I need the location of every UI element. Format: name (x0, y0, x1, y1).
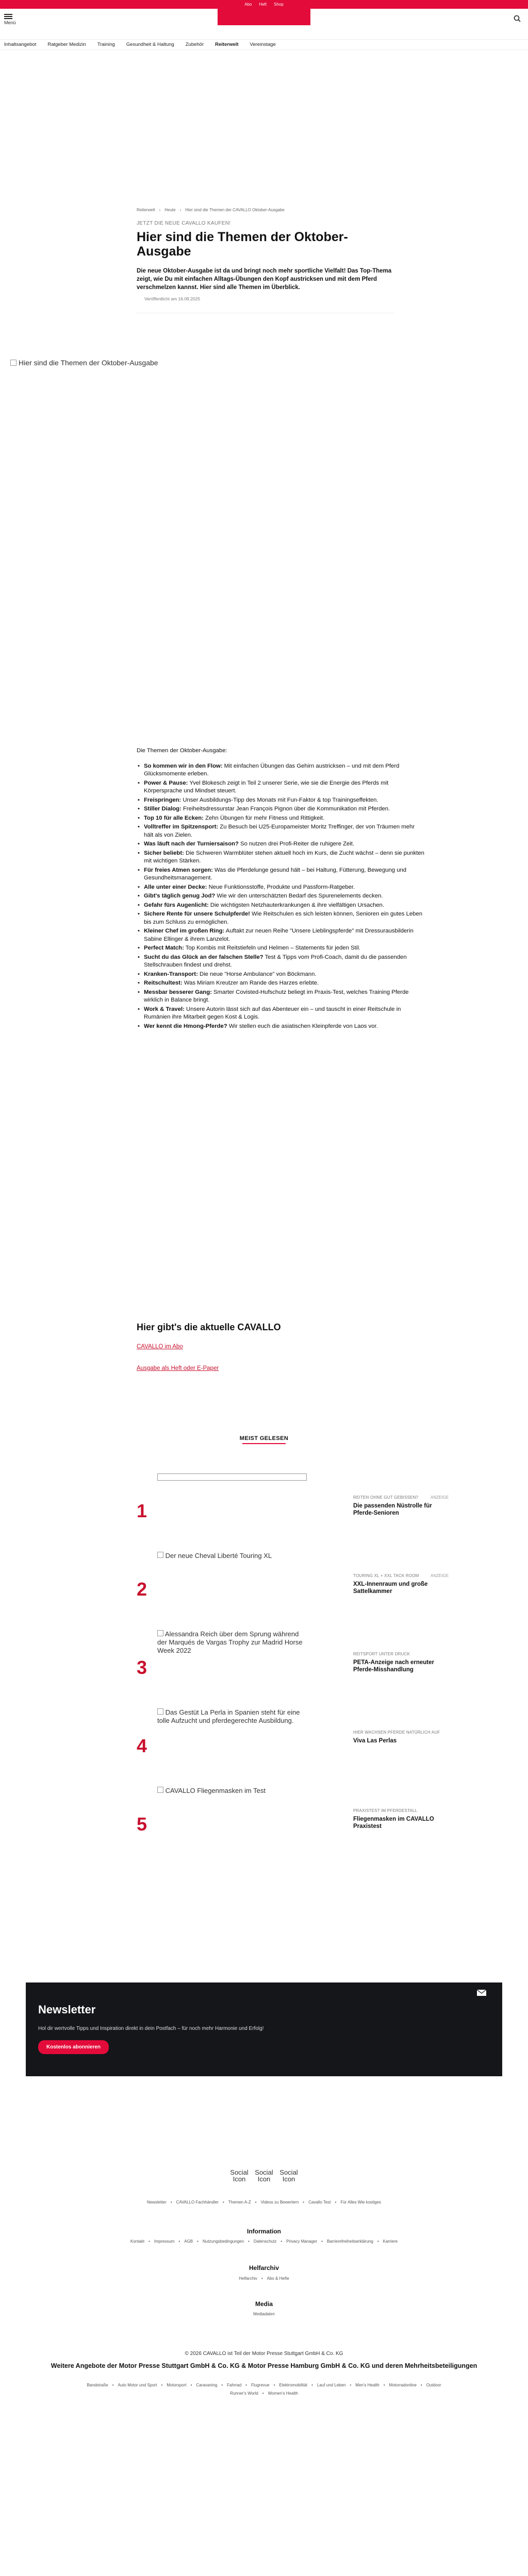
breadcrumb-separator: › (179, 208, 182, 212)
topic-list (137, 762, 425, 1031)
footer-link[interactable]: CAVALLO Fachhändler (176, 2200, 219, 2205)
link-separator: • (311, 2383, 313, 2387)
topic-item (137, 840, 425, 849)
link-separator: • (222, 2200, 224, 2205)
footer-link[interactable]: Newsletter (146, 2200, 167, 2205)
topic-item (137, 944, 425, 953)
footer-link[interactable]: Kontakt (130, 2239, 145, 2244)
nav-item-ratgeber-medizin[interactable]: Ratgeber Medizin (47, 42, 86, 47)
mail-icon (476, 1988, 487, 1998)
thumbnail-alt: Das Gestüt La Perla in Spanien steht für eine tolle Aufzucht und pferdegerechte Ausbildung. (157, 1708, 300, 1724)
link-separator: • (112, 2383, 114, 2387)
topic-heading: Reitschultest: (144, 980, 183, 986)
item-title[interactable]: XXL-Innenraum und große Sattelkammer (353, 1581, 428, 1595)
item-kicker: REITSPORT UNTER DRUCK (353, 1652, 410, 1656)
page-title: Hier sind die Themen der Oktober-Ausgabe (137, 230, 348, 259)
offer-link[interactable]: Flugrevue (251, 2383, 270, 2387)
breadcrumb-current: Hier sind die Themen der CAVALLO Oktober-Ausgabe (185, 208, 285, 212)
topic-text: Smarter Covisted-Hufschutz beliegt im Praxis-Test, welches Training Pferde wirklich in Balance bringt. (144, 989, 409, 1003)
topic-text: Die wichtigsten Netzhauterkrankungen & ihre vielfältigen Ursachen. (208, 902, 385, 908)
most-read-item[interactable] (137, 1548, 456, 1620)
link-separator: • (161, 2383, 163, 2387)
nav-item-reiterwelt[interactable]: Reiterwelt (215, 42, 239, 47)
most-read-item[interactable] (137, 1704, 456, 1776)
topic-heading: So kommen wir in den Flow: (144, 762, 223, 769)
footer-link[interactable]: Nutzungsbedingungen (202, 2239, 244, 2244)
breadcrumb (137, 208, 285, 212)
rank-number: 1 (137, 1500, 147, 1521)
link-separator: • (178, 2239, 180, 2244)
nav-item-training[interactable]: Training (97, 42, 115, 47)
footer-link[interactable]: Themen A-Z (228, 2200, 251, 2205)
item-kicker: REITEN OHNE GUT GEBISSEN? (353, 1495, 419, 1500)
copyright: © 2026 CAVALLO ist Teil der Motor Presse Stuttgart GmbH & Co. KG (185, 2351, 343, 2357)
topic-heading: Stiller Dialog: (144, 806, 182, 812)
thumbnail-alt: Alessandra Reich über dem Sprung während der Marqués de Vargas Trophy zur Madrid Horse Week 2022 (157, 1630, 303, 1654)
topic-text: Unsere Autorin lässt sich auf das Abenteuer ein – und tauscht in einer Reitschule in Rumänien ihre Mitarbeit gegen Kost & Logis. (144, 1006, 401, 1020)
rank-number: 4 (137, 1735, 147, 1756)
link-separator: • (245, 2383, 247, 2387)
main-nav (0, 40, 528, 50)
epaper-link[interactable]: Ausgabe als Heft oder E-Paper (137, 1365, 219, 1371)
item-kicker: HIER WACHSEN PFERDE NATÜRLICH AUF (353, 1730, 440, 1735)
topbar-link-shop[interactable]: Shop (274, 2, 284, 7)
hero-image-alt: Hier sind die Themen der Oktober-Ausgabe (19, 359, 158, 367)
topic-text: Mit einfachen Übungen das Gehirn austricksen – und mit dem Pferd Glücksmomente erleben. (144, 762, 400, 777)
topic-item (137, 979, 425, 988)
broken-image-icon (157, 1552, 163, 1558)
footer-link[interactable]: Cavallo Test (308, 2200, 331, 2205)
topic-item (137, 850, 425, 866)
footer-link[interactable]: Impressum (154, 2239, 175, 2244)
topic-text: Yvel Blokesch zeigt in Teil 2 unserer Serie, wie sie die Energie des Pferds mit Körpersprache und Mindset steuert. (144, 779, 389, 794)
breadcrumb-item[interactable]: Heute (164, 208, 176, 212)
topic-heading: Sucht du das Glück an der falschen Stelle? (144, 954, 263, 960)
newsletter-text: Hol dir wertvolle Tipps und Inspiration direkt in dein Postfach – für noch mehr Harmonie und Erfolg! (38, 2026, 264, 2031)
topic-text: Zehn Übungen für mehr Fitness und Rittigkeit. (203, 815, 325, 821)
footer-helfer-links (0, 2276, 528, 2281)
item-kicker: TOURING XL + XXL TACK ROOM (353, 1573, 419, 1578)
share-row (137, 304, 394, 313)
footer-info-title: Information (247, 2228, 281, 2235)
topic-item (137, 910, 425, 926)
topic-heading: Für freies Atmen sorgen: (144, 867, 213, 873)
abo-link[interactable]: CAVALLO im Abo (137, 1344, 183, 1350)
topic-item (137, 892, 425, 901)
rank-number: 5 (137, 1814, 147, 1835)
topic-item (137, 867, 425, 883)
footer-info-links (0, 2239, 528, 2244)
item-title[interactable]: Die passenden Nüstrolle für Pferde-Senioren (353, 1503, 432, 1516)
link-separator: • (335, 2200, 337, 2205)
topic-heading: Top 10 für alle Ecken: (144, 815, 204, 821)
article-thumbnail[interactable] (157, 1473, 307, 1540)
link-separator: • (377, 2239, 379, 2244)
menu-button[interactable] (4, 14, 22, 25)
footer-link[interactable]: Abo & Hefte (267, 2276, 289, 2281)
footer-link[interactable]: Helfarchiv (239, 2276, 257, 2281)
nav-item-gesundheit-haltung[interactable]: Gesundheit & Haltung (126, 42, 174, 47)
item-title[interactable]: Fliegenmasken im CAVALLO Praxistest (353, 1816, 434, 1829)
footer-link[interactable]: Barrierefreiheitserklärung (326, 2239, 373, 2244)
thumbnail-alt: CAVALLO Fliegenmasken im Test (165, 1787, 266, 1794)
most-read-item[interactable] (137, 1783, 456, 1855)
topic-item (137, 762, 425, 778)
article-intro: Die Themen der Oktober-Ausgabe: (137, 748, 227, 754)
article-kicker: JETZT DIE NEUE CAVALLO KAUFEN! (137, 221, 231, 226)
link-separator: • (261, 2276, 263, 2281)
footer-link[interactable]: Für Alles Wie kostiges (340, 2200, 382, 2205)
publish-date: Veröffentlicht am 16.09.2025 (144, 296, 201, 301)
topic-item (137, 815, 425, 823)
topic-heading: Messbar besserer Gang: (144, 989, 212, 995)
most-read-item[interactable] (137, 1626, 456, 1698)
article-thumbnail[interactable] (157, 1787, 307, 1854)
offer-link[interactable]: Elektromobilität (279, 2383, 308, 2387)
topic-text: Zu Besuch bei U25-Europameister Moritz Treffinger, der von Träumen mehr hält als von Zielen. (144, 824, 415, 838)
menu-label: Menü (4, 20, 16, 25)
broken-image-icon (157, 1787, 163, 1793)
link-separator: • (303, 2200, 305, 2205)
link-separator: • (170, 2200, 172, 2205)
footer-link[interactable]: Karriere (383, 2239, 398, 2244)
newsletter-subscribe-button[interactable]: Kostenlos abonnieren (38, 2040, 109, 2054)
topic-text: Was Miriam Kreutzer am Rande des Harzes erlebte. (182, 980, 319, 986)
most-read-item[interactable] (137, 1469, 456, 1541)
footer-media-title: Media (255, 2300, 273, 2308)
topic-item (137, 971, 425, 979)
link-separator: • (420, 2383, 422, 2387)
topic-item (137, 1006, 425, 1022)
link-separator: • (255, 2200, 257, 2205)
nav-item-inhaltsangebot[interactable]: Inhaltsangebot (4, 42, 37, 47)
topic-text: Wie Reitschulen es sich leisten können, Senioren ein gutes Leben bis zum Schluss zu ermöglichen. (144, 911, 423, 925)
social-icon[interactable]: Social Icon (255, 2168, 273, 2183)
search-icon[interactable] (514, 15, 521, 22)
offer-link[interactable]: Bandstraße (87, 2383, 108, 2387)
offer-link[interactable]: Men's Health (355, 2383, 380, 2387)
link-separator: • (280, 2239, 283, 2244)
thumbnail-frame (157, 1473, 307, 1481)
more-offers-title: Weitere Angebote der Motor Presse Stuttgart GmbH & Co. KG & Motor Presse Hamburg GmbH & Co. KG und deren Mehrheitsbeteiligungen (51, 2362, 477, 2369)
topic-heading: Gibt's täglich genug Jod? (144, 893, 216, 899)
topic-heading: Perfect Match: (144, 945, 184, 951)
topic-heading: Sicher beliebt: (144, 850, 184, 856)
site-header (0, 9, 528, 40)
topic-heading: Gefahr fürs Augenlicht: (144, 902, 209, 908)
thumbnail-alt: Der neue Cheval Liberté Touring XL (165, 1552, 272, 1560)
topic-item (137, 1023, 425, 1031)
footer-link[interactable]: AGB (184, 2239, 193, 2244)
link-separator: • (321, 2239, 323, 2244)
social-links (0, 2169, 528, 2188)
offer-link[interactable]: Outdoor (426, 2383, 441, 2387)
topic-heading: Alle unter einer Decke: (144, 884, 207, 890)
most-read-underline (242, 1443, 286, 1444)
rank-number: 2 (137, 1579, 147, 1600)
rank-number: 3 (137, 1657, 147, 1678)
link-separator: • (190, 2383, 192, 2387)
offer-link[interactable]: Auto Motor und Sport (118, 2383, 157, 2387)
topbar-link-heft[interactable]: Heft (259, 2, 267, 7)
item-title[interactable]: PETA-Anzeige nach erneuter Pferde-Misshandlung (353, 1659, 434, 1673)
topic-text: Test & Tipps vom Profi-Coach, damit du die passenden Stellschrauben findest und drehst. (144, 954, 407, 968)
footer-link[interactable]: Datenschutz (253, 2239, 277, 2244)
topic-item (137, 954, 425, 970)
link-separator: • (350, 2383, 352, 2387)
footer-helfer-title: Helfarchiv (249, 2264, 279, 2272)
topic-heading: Kranken-Transport: (144, 971, 198, 977)
topic-item (137, 823, 425, 839)
broken-image-icon (157, 1630, 163, 1636)
link-separator: • (273, 2383, 275, 2387)
article-thumbnail[interactable] (157, 1708, 307, 1775)
footer-media-links (0, 2312, 528, 2316)
broken-image-icon (157, 1708, 163, 1715)
topic-item (137, 796, 425, 805)
broken-image-icon (10, 360, 16, 366)
nav-item-vereinstage[interactable]: Vereinstage (250, 42, 276, 47)
offer-link[interactable]: Motorradonline (389, 2383, 417, 2387)
topic-text: So nutzen drei Profi-Reiter die ruhigere Zeit. (238, 841, 355, 847)
topic-heading: Kleiner Chef im großen Ring: (144, 928, 225, 934)
topic-heading: Freispringen: (144, 796, 182, 803)
offer-link[interactable]: Women's Health (268, 2391, 298, 2396)
topic-text: Wie wir den unterschätzten Bedarf des Spurenelements decken. (215, 893, 383, 899)
link-separator: • (221, 2383, 223, 2387)
article-thumbnail[interactable] (157, 1552, 307, 1619)
topic-text: Was die Pferdelunge gesund hält – bei Haltung, Fütterung, Bewegung und Gesundheitsmanagement. (144, 867, 407, 881)
topic-heading: Power & Pause: (144, 779, 188, 786)
topic-item (137, 805, 425, 814)
footer-nav (0, 2200, 528, 2205)
offers-links (0, 2383, 528, 2387)
article-teaser: Die neue Oktober-Ausgabe ist da und bringt noch mehr sportliche Vielfalt! Das Top-Thema zeigt, wie Du mit einfachen Alltags-Übungen den Kopf austricksen und mit dem Pferd verschmelzen kannst. Hier sind alle Themen im Überblick. (137, 268, 392, 291)
social-icon[interactable]: Social Icon (279, 2168, 298, 2183)
most-read-title: MEIST GELESEN (239, 1435, 289, 1442)
article-thumbnail[interactable] (157, 1630, 307, 1697)
footer-link[interactable]: Videos zu Bewertern (260, 2200, 299, 2205)
newsletter-title: Newsletter (38, 2003, 96, 2016)
topic-item (137, 884, 425, 892)
offer-link[interactable]: Fahrrad (227, 2383, 242, 2387)
topic-text: Auftakt zur neuen Reihe "Unsere Lieblingspferde" mit Dressurausbilderin Sabine Ellinger & ihrem Lanzelot. (144, 928, 414, 942)
link-separator: • (248, 2239, 250, 2244)
buy-section-title: Hier gibt's die aktuelle CAVALLO (137, 1322, 281, 1332)
offer-link[interactable]: Runner's World (230, 2391, 258, 2396)
link-separator: • (148, 2239, 150, 2244)
offer-link[interactable]: Caravaning (196, 2383, 218, 2387)
topic-text: Die Schweren Warmblüter stehen aktuell hoch im Kurs, die Zucht wächst – denn sie punkten mit wichtigen Stärken. (144, 850, 424, 864)
item-title[interactable]: Viva Las Perlas (353, 1738, 397, 1744)
breadcrumb-separator: › (159, 208, 161, 212)
ad-badge: ANZEIGE (431, 1573, 449, 1578)
breadcrumb-item[interactable]: Reiterwelt (137, 208, 155, 212)
hero-image (10, 359, 518, 678)
topic-heading: Volltreffer im Spitzensport: (144, 824, 219, 830)
topic-item (137, 779, 425, 795)
footer-link[interactable]: Mediadaten (253, 2312, 275, 2316)
newsletter-box (26, 1982, 502, 2076)
topbar-link-abo[interactable]: Abo (244, 2, 252, 7)
hamburger-icon (4, 14, 12, 19)
cavallo-logo[interactable] (218, 9, 310, 25)
offer-link[interactable]: Lauf und Leben (317, 2383, 346, 2387)
item-kicker: PRAXISTEST IM PFERDESTALL (353, 1808, 418, 1813)
topic-text: Die neue "Horse Ambulance" von Böckmann. (197, 971, 317, 977)
ad-badge: ANZEIGE (431, 1495, 449, 1500)
topic-heading: Was läuft nach der Turniersaison? (144, 841, 239, 847)
top-bar (0, 0, 528, 9)
topic-text: Neue Funktionsstoffe, Produkte und Passform-Ratgeber. (207, 884, 355, 890)
topic-text: Top Kombis mit Reitstiefeln und Helmen – Statements für jeden Stil. (184, 945, 360, 951)
topic-heading: Work & Travel: (144, 1006, 185, 1012)
topic-item (137, 927, 425, 943)
footer-link[interactable]: Privacy Manager (286, 2239, 318, 2244)
topic-item (137, 989, 425, 1005)
link-separator: • (197, 2239, 199, 2244)
topic-text: Wir stellen euch die asiatischen Kleinpferde von Laos vor. (227, 1023, 378, 1029)
topic-text: Unser Ausbildungs-Tipp des Monats mit Fun-Faktor & top Trainingseffekten. (181, 796, 378, 803)
link-separator: • (262, 2391, 264, 2396)
nav-item-zubehoer[interactable]: Zubehör (185, 42, 204, 47)
topic-text: Freiheitsdressurstar Jean François Pignon über die Kommunikation mit Pferden. (181, 806, 390, 812)
offer-link[interactable]: Motorsport (167, 2383, 187, 2387)
social-icon[interactable]: Social Icon (230, 2168, 249, 2183)
topic-item (137, 902, 425, 910)
article-body (137, 747, 425, 1031)
offers-links (0, 2391, 528, 2396)
topic-heading: Sichere Rente für unsere Schulpferde! (144, 911, 250, 917)
topic-heading: Wer kennt die Hmong-Pferde? (144, 1023, 227, 1029)
link-separator: • (383, 2383, 385, 2387)
